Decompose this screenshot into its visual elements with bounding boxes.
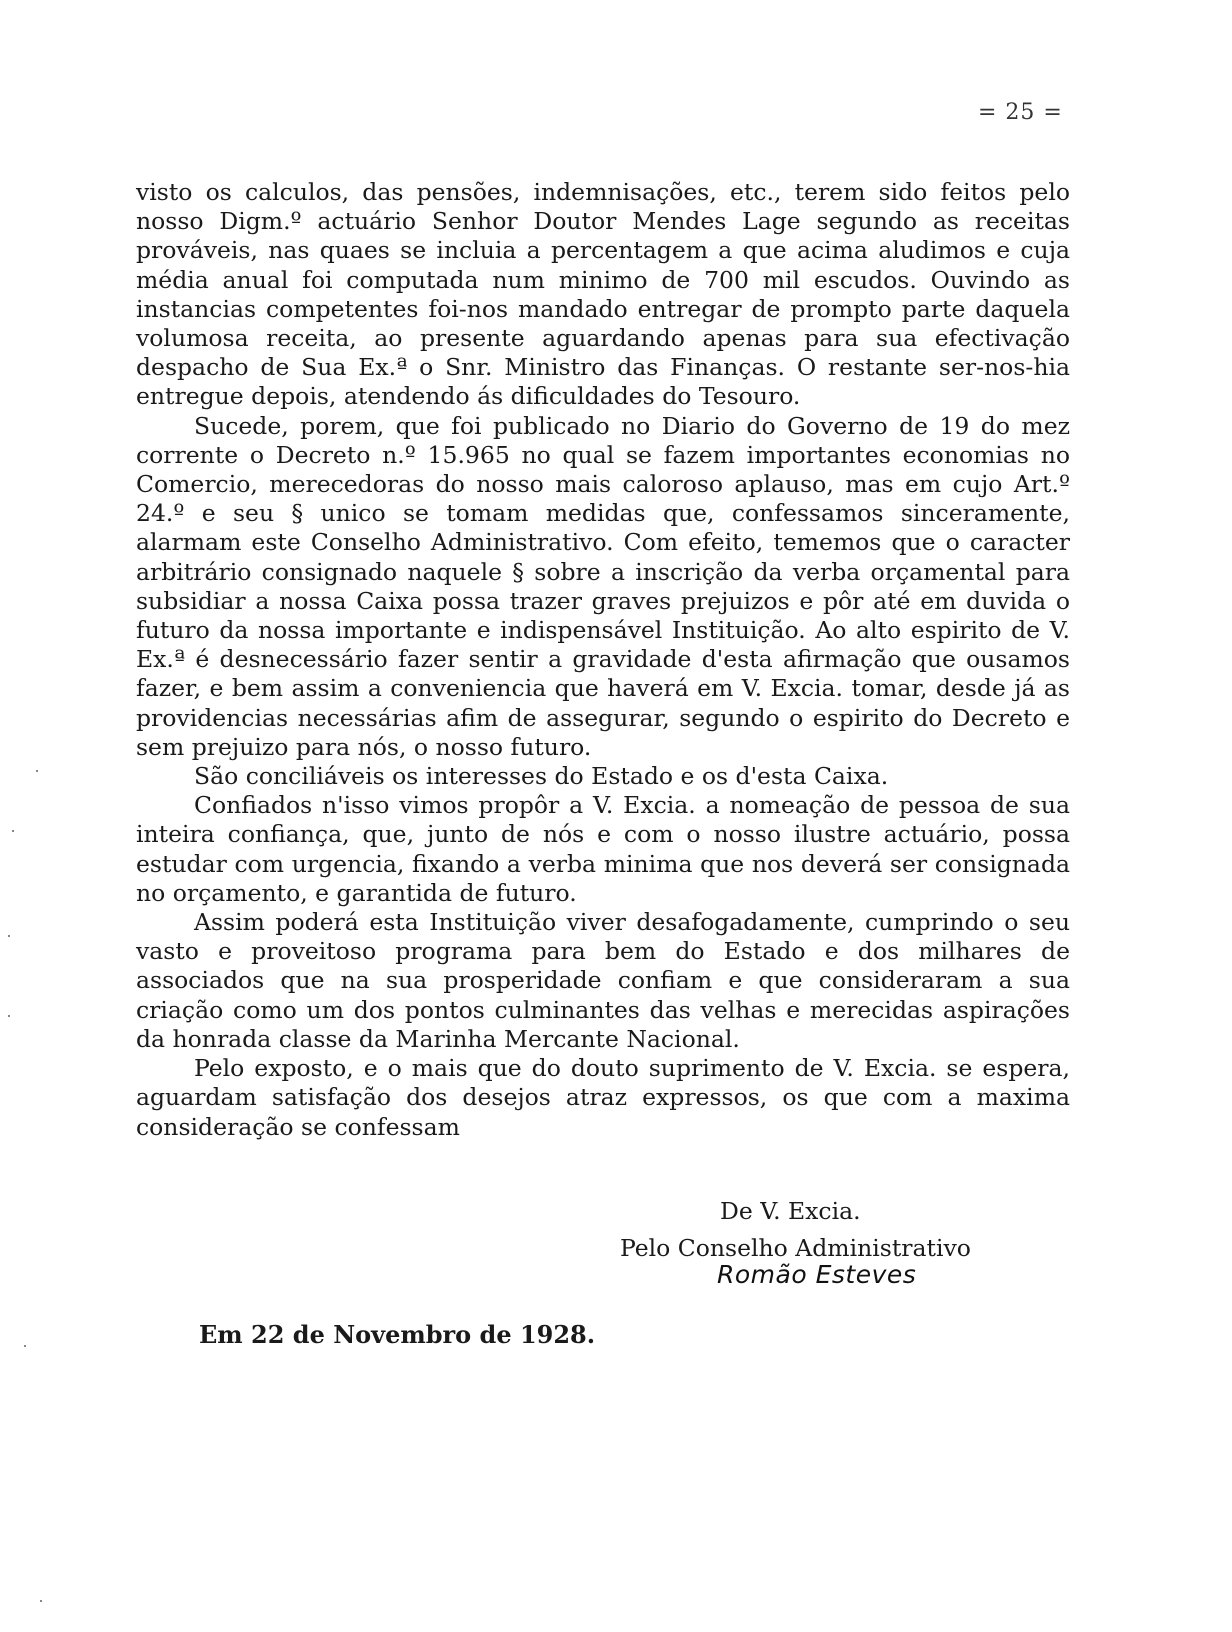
signature: Romão Esteves	[717, 1260, 917, 1289]
closing-block	[620, 1193, 1040, 1267]
scan-mark	[24, 1345, 26, 1347]
scan-mark	[8, 1015, 10, 1017]
scan-mark	[40, 1600, 42, 1602]
paragraph-3: São conciliáveis os interesses do Estado e os d'esta Caixa.	[194, 762, 889, 791]
page-number: = 25 =	[978, 100, 1063, 125]
scan-mark	[8, 935, 10, 937]
paragraph-5: Assim poderá esta Instituição viver desafogadamente, cumprindo o seu vasto e proveitoso programa para bem do Estado e dos milhares de associados que na sua prosperidade confiam e que consideraram a sua criação como um dos pontos culminantes das velhas e merecidas aspirações da honrada classe da Marinha Mercante Nacional.	[136, 908, 1070, 1053]
paragraph-2: Sucede, porem, que foi publicado no Diario do Governo de 19 do mez corrente o Decreto n.º 15.965 no qual se fazem importantes economias no Comercio, merecedoras do nosso mais caloroso aplauso, mas em cujo Art.º 24.º e seu § unico se tomam medidas que, confessamos sinceramente, alarmam este Conselho Administrativo. Com efeito, tememos que o caracter arbitrário consignado naquele § sobre a inscrição da verba orçamental para subsidiar a nossa Caixa possa trazer graves prejuizos e pôr até em duvida o futuro da nossa importante e indispensável Instituição. Ao alto espirito de V. Ex.ª é desnecessário fazer sentir a gravidade d'esta afirmação que ousamos fazer, e bem assim a conveniencia que haverá em V. Excia. tomar, desde já as providencias necessárias afim de assegurar, segundo o espirito do Decreto e sem prejuizo para nós, o nosso futuro.	[136, 411, 1070, 761]
paragraph-6: Pelo exposto, e o mais que do douto suprimento de V. Excia. se espera, aguardam satisfação dos desejos atraz expressos, os que com a maxima consideração se confessam	[136, 1054, 1070, 1141]
date-line: Em 22 de Novembro de 1928.	[199, 1320, 596, 1349]
letter-body	[136, 178, 1070, 1142]
council-line: Pelo Conselho Administrativo	[620, 1234, 971, 1262]
scan-mark	[36, 770, 38, 772]
paragraph-4: Confiados n'isso vimos propôr a V. Excia. a nomeação de pessoa de sua inteira confiança, que, junto de nós e com o nosso ilustre actuário, possa estudar com urgencia, fixando a verba minima que nos deverá ser consignada no orçamento, e garantida de futuro.	[136, 791, 1070, 907]
paragraph-1: visto os calculos, das pensões, indemnisações, etc., terem sido feitos pelo nosso Digm.º actuário Senhor Doutor Mendes Lage segundo as receitas prováveis, nas quaes se incluia a percentagem a que acima aludimos e cuja média anual foi computada num minimo de 700 mil escudos. Ouvindo as instancias competentes foi-nos mandado entregar de prompto parte daquela volumosa receita, ao presente aguardando apenas para sua efectivação despacho de Sua Ex.ª o Snr. Ministro das Finanças. O restante ser-nos-hia entregue depois, atendendo ás dificuldades do Tesouro.	[136, 178, 1070, 411]
scan-mark	[12, 830, 14, 832]
salutation: De V. Excia.	[720, 1197, 861, 1225]
